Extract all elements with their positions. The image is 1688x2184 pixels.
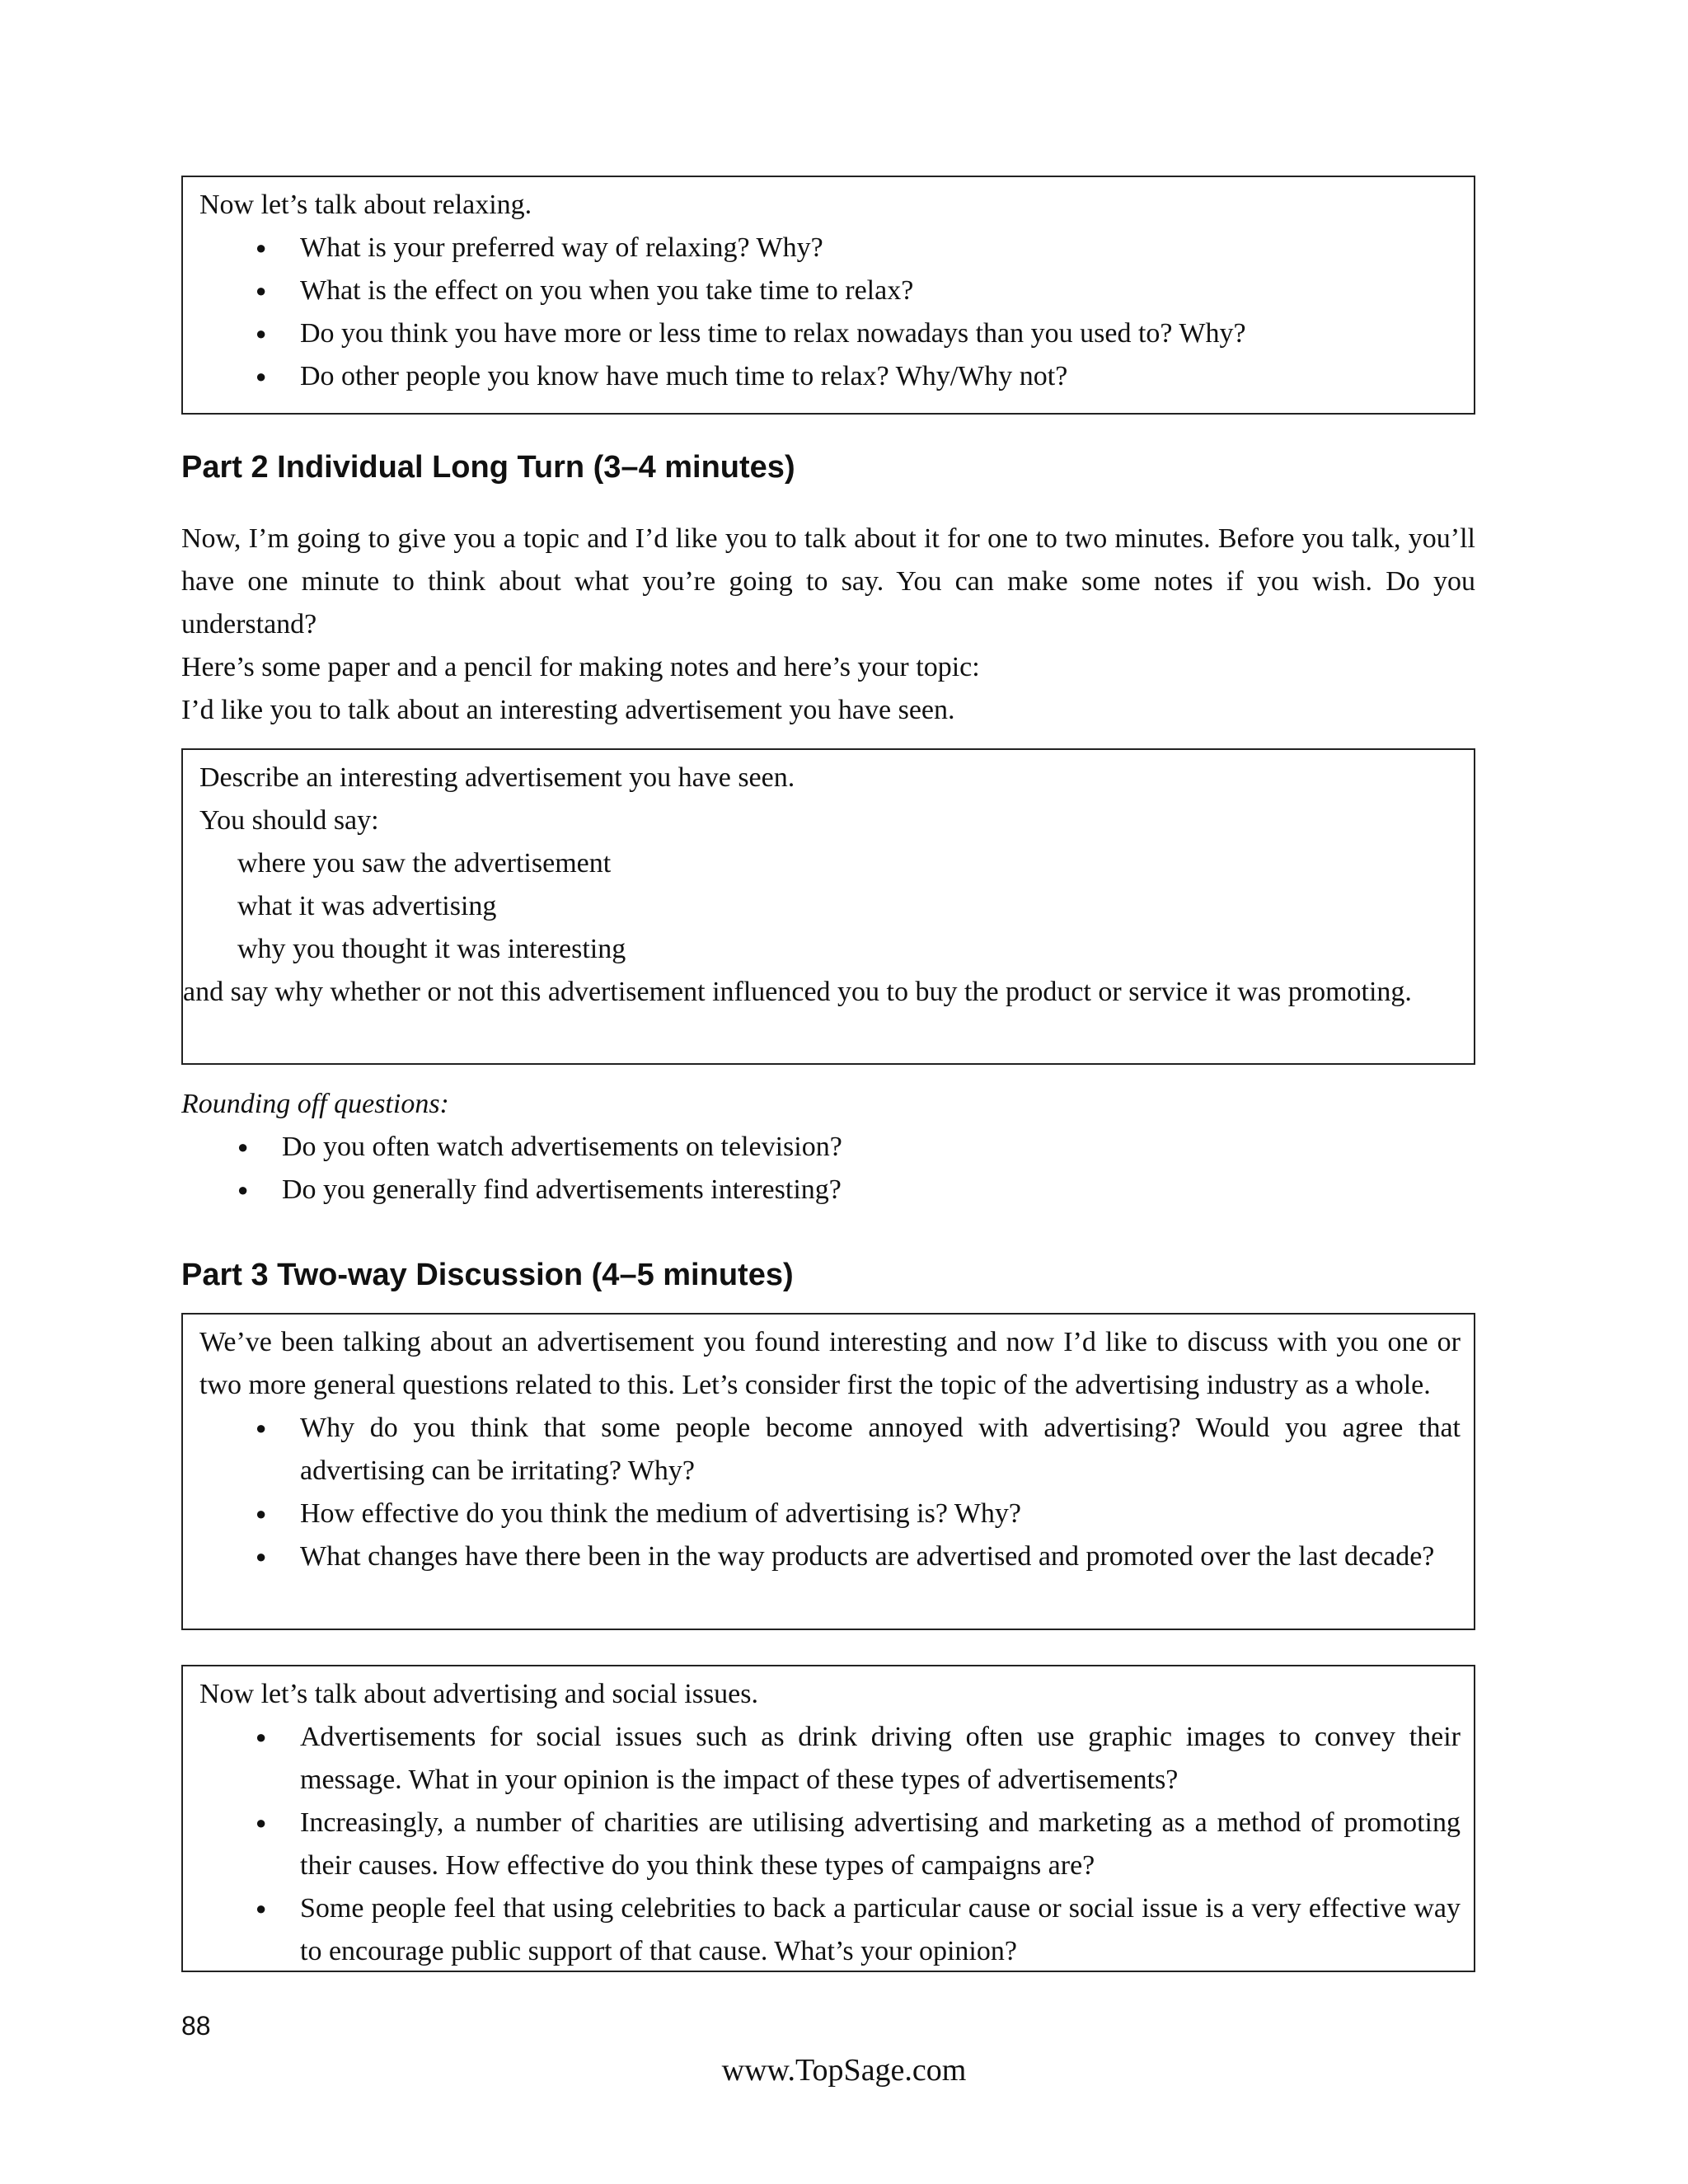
question-list xyxy=(199,1716,1461,1973)
page-number: 88 xyxy=(181,2011,211,2041)
list-item: ● What is the effect on you when you take time to relax? xyxy=(199,269,1461,312)
cue-card-title: Describe an interesting advertisement you have seen. xyxy=(199,762,795,793)
relaxing-questions-box xyxy=(181,176,1475,415)
question-list xyxy=(199,227,1461,398)
list-item: ● How effective do you think the medium of advertising is? Why? xyxy=(199,1493,1461,1535)
list-item: ● Do other people you know have much time to relax? Why/Why not? xyxy=(199,355,1461,398)
list-item: ● Increasingly, a number of charities are utilising advertising and marketing as a method of promoting their causes. How effective do you think these types of campaigns are? xyxy=(199,1802,1461,1887)
list-item: ● Do you generally find advertisements interesting? xyxy=(181,1169,1475,1212)
list-item: ● Why do you think that some people become annoyed with advertising? Would you agree that advertising can be irritating? Why? xyxy=(199,1407,1461,1493)
box-intro: We’ve been talking about an advertisement you found interesting and now I’d like to discuss with you one or two more general questions related to this. Let’s consider first the topic of the advertising industry as a whole. xyxy=(199,1327,1461,1400)
advertising-industry-box xyxy=(181,1313,1475,1630)
part2-instructions-topic: Here’s some paper and a pencil for making notes and here’s your topic: xyxy=(181,652,980,682)
cue-card-point: why you thought it was interesting xyxy=(237,934,626,964)
part2-instructions-request: I’d like you to talk about an interesting advertisement you have seen. xyxy=(181,695,955,725)
box-intro: Now let’s talk about advertising and social issues. xyxy=(199,1679,758,1709)
question-list xyxy=(199,1407,1461,1578)
cue-card-closing: and say why whether or not this advertisement influenced you to buy the product or service it was promoting. xyxy=(183,977,1412,1007)
cue-card-point: what it was advertising xyxy=(237,891,497,921)
list-item: ● Do you often watch advertisements on television? xyxy=(181,1126,1475,1169)
rounding-off-list xyxy=(181,1126,1475,1212)
list-item: ● Advertisements for social issues such as drink driving often use graphic images to convey their message. What in your opinion is the impact of these types of advertisements? xyxy=(199,1716,1461,1802)
list-item: ● What is your preferred way of relaxing? Why? xyxy=(199,227,1461,269)
box-intro: Now let’s talk about relaxing. xyxy=(199,190,532,220)
cue-card-point: where you saw the advertisement xyxy=(237,848,612,879)
rounding-off-label: Rounding off questions: xyxy=(181,1089,449,1119)
social-issues-box xyxy=(181,1665,1475,1972)
list-item: ● What changes have there been in the way products are advertised and promoted over the last decade? xyxy=(199,1535,1461,1578)
footer-url: www.TopSage.com xyxy=(721,2053,967,2088)
part2-instructions: Now, I’m going to give you a topic and I’d like you to talk about it for one to two minutes. Before you talk, you’ll have one minute to think about what you’re going to say. You can make some notes if you wish. Do you understand? xyxy=(181,523,1475,640)
cue-card-box xyxy=(181,748,1475,1065)
part2-heading: Part 2 Individual Long Turn (3–4 minutes) xyxy=(181,450,795,485)
part3-heading: Part 3 Two-way Discussion (4–5 minutes) xyxy=(181,1258,794,1292)
list-item: ● Some people feel that using celebrities to back a particular cause or social issue is a very effective way to encourage public support of that cause. What’s your opinion? xyxy=(199,1887,1461,1973)
cue-card-should-say: You should say: xyxy=(199,805,379,836)
list-item: ● Do you think you have more or less time to relax nowadays than you used to? Why? xyxy=(199,312,1461,355)
